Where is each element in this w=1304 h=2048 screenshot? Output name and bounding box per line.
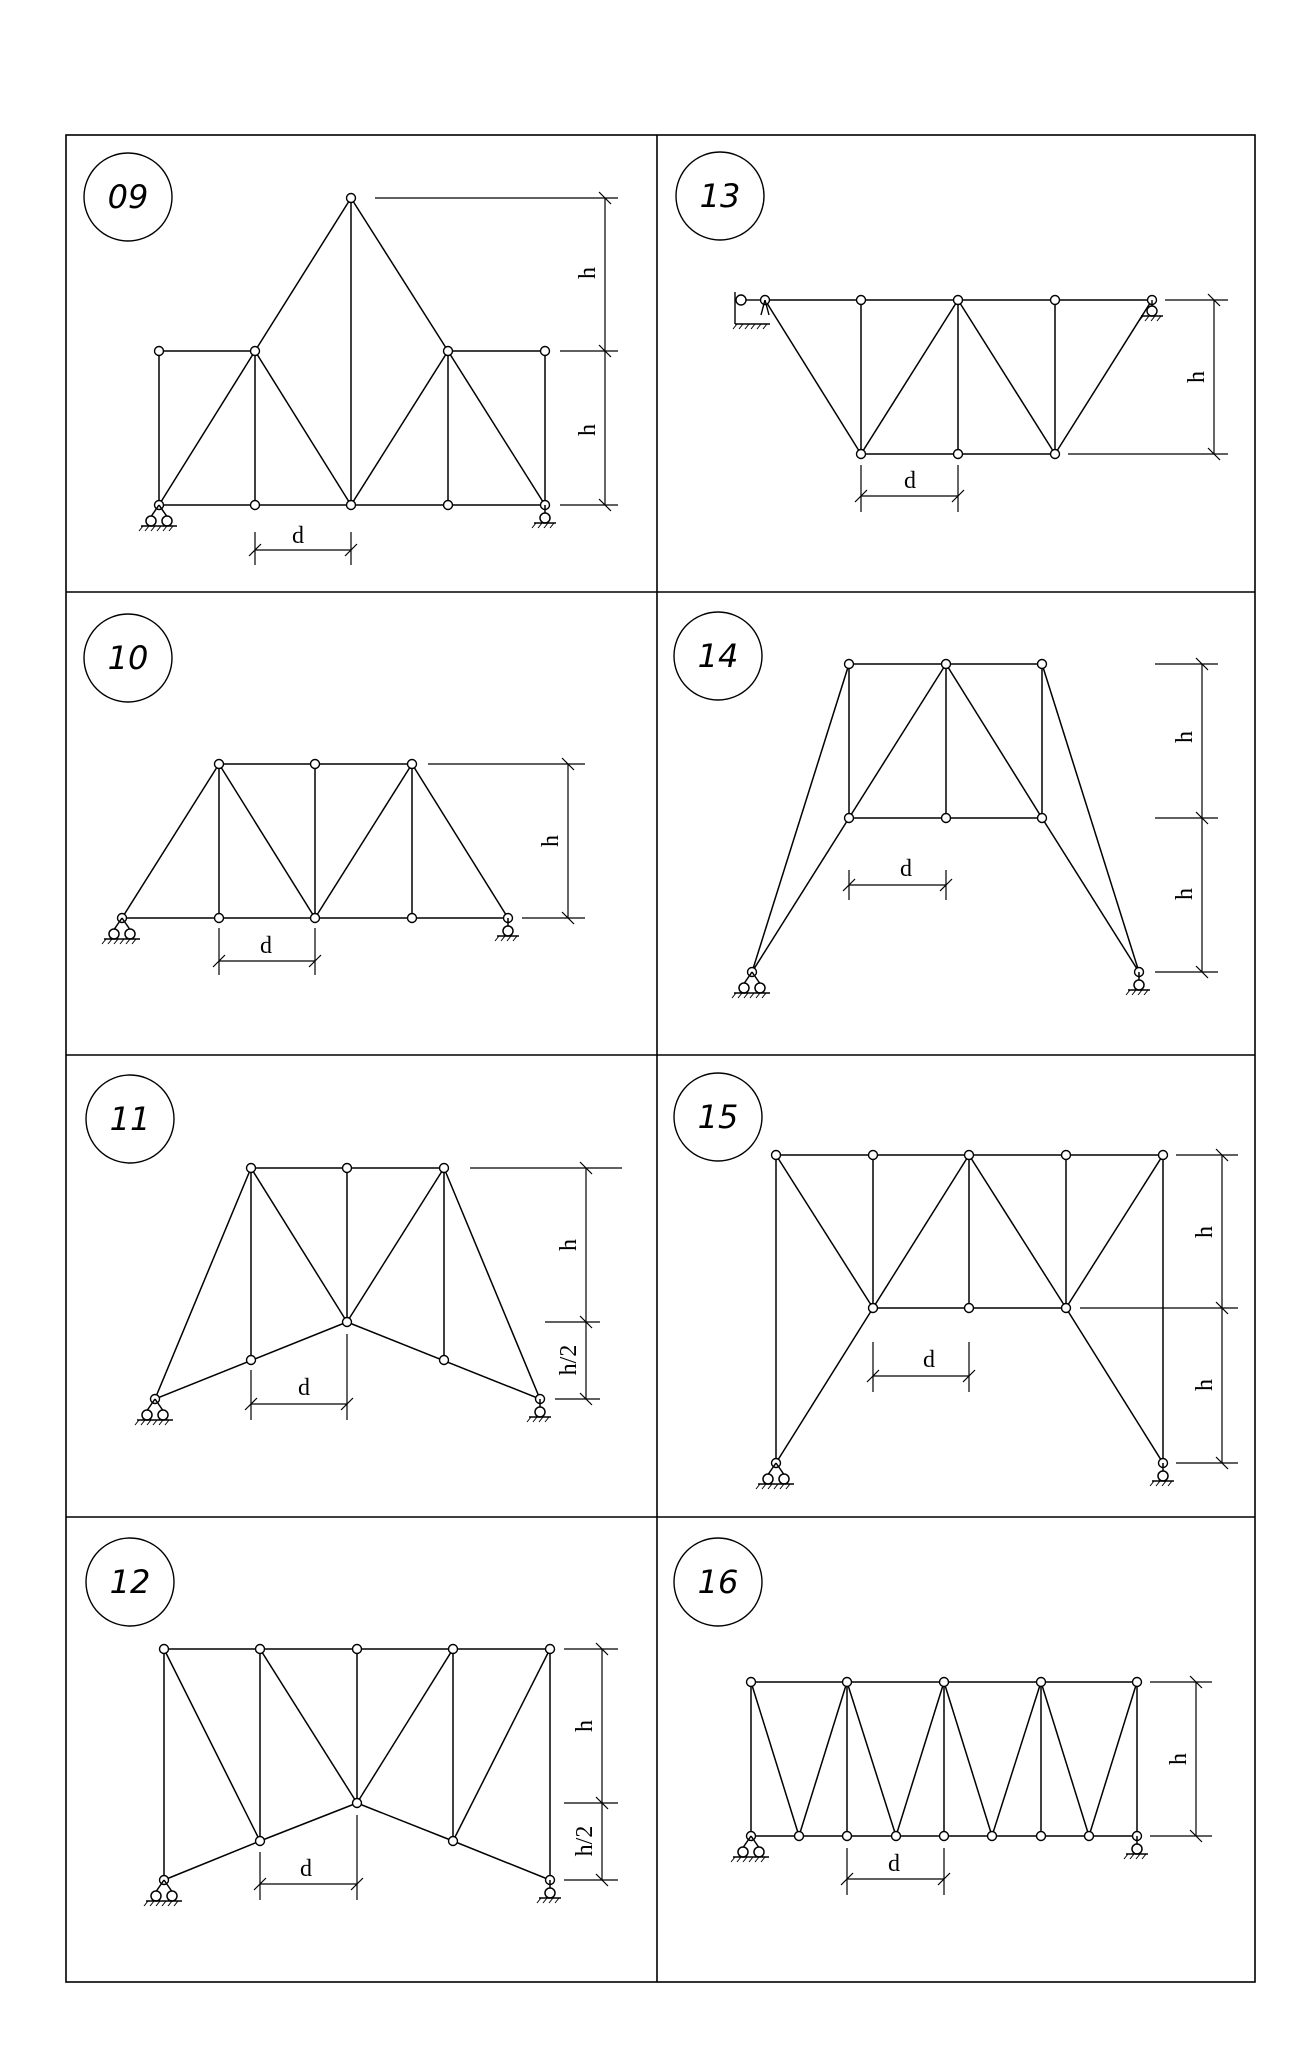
truss-members bbox=[765, 300, 1152, 454]
dimension-label: h bbox=[1192, 1379, 1218, 1391]
panel-16 bbox=[674, 1538, 1212, 1895]
spacing-label: d bbox=[292, 523, 304, 549]
panel-number: 14 bbox=[697, 637, 739, 675]
panel-number-badge bbox=[86, 1538, 174, 1626]
panel-11 bbox=[86, 1075, 622, 1425]
dimension-label: h bbox=[572, 1720, 598, 1732]
spacing-label: d bbox=[888, 1851, 900, 1877]
dimension-label: h bbox=[1172, 888, 1198, 900]
dimension-label: h bbox=[575, 267, 601, 279]
panel-number: 09 bbox=[107, 178, 149, 216]
spacing-label: d bbox=[900, 856, 912, 882]
truss-members bbox=[159, 198, 545, 505]
panel-number-badge bbox=[86, 1075, 174, 1163]
panel-number: 12 bbox=[109, 1563, 151, 1601]
truss-members bbox=[122, 764, 508, 918]
panel-number-badge bbox=[674, 1073, 762, 1161]
dimension-lines bbox=[249, 192, 618, 565]
panel-09 bbox=[84, 153, 618, 565]
spacing-label: d bbox=[298, 1375, 310, 1401]
dimension-label: h/2 bbox=[572, 1825, 598, 1857]
dimension-label: h bbox=[556, 1239, 582, 1251]
dimension-label: h bbox=[1192, 1226, 1218, 1238]
dimension-label: h bbox=[1184, 371, 1210, 383]
panel-number: 13 bbox=[699, 177, 741, 215]
sheet-frame bbox=[66, 135, 1255, 1982]
panel-12 bbox=[86, 1538, 618, 1906]
dimension-label: h bbox=[1166, 1753, 1192, 1765]
spacing-label: d bbox=[904, 468, 916, 494]
panel-number: 15 bbox=[697, 1098, 739, 1136]
panel-number-badge bbox=[676, 152, 764, 240]
spacing-label: d bbox=[923, 1347, 935, 1373]
panel-number: 11 bbox=[109, 1100, 151, 1138]
panel-number: 10 bbox=[107, 639, 149, 677]
spacing-label: d bbox=[300, 1856, 312, 1882]
dimension-label: h bbox=[538, 835, 564, 847]
panel-number-badge bbox=[674, 612, 762, 700]
panel-15 bbox=[674, 1073, 1238, 1489]
panel-14 bbox=[674, 612, 1218, 998]
panel-number-badge bbox=[674, 1538, 762, 1626]
panel-number-badge bbox=[84, 614, 172, 702]
dimension-lines bbox=[867, 1149, 1238, 1469]
panel-13 bbox=[676, 152, 1228, 512]
dimension-label: h bbox=[575, 424, 601, 436]
panel-10 bbox=[84, 614, 585, 975]
spacing-label: d bbox=[260, 933, 272, 959]
panel-number: 16 bbox=[697, 1563, 739, 1601]
dimension-label: h/2 bbox=[556, 1344, 582, 1376]
truss-members bbox=[751, 1682, 1137, 1836]
dimension-label: h bbox=[1172, 731, 1198, 743]
panel-number-badge bbox=[84, 153, 172, 241]
